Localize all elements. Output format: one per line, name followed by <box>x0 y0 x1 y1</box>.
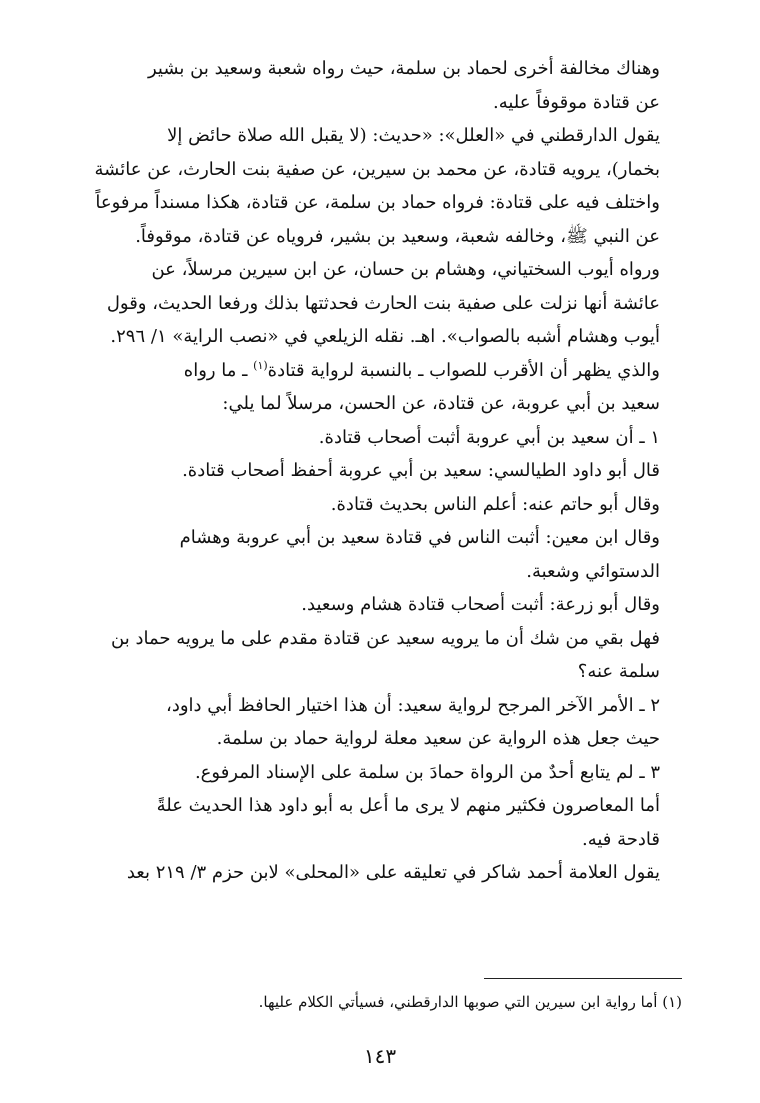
text-segment: والذي يظهر أن الأقرب للصواب ـ بالنسبة لرواية قتادة <box>267 359 660 381</box>
paragraph <box>78 856 682 890</box>
text-line: ٢ ـ الأمر الآخر المرجح لرواية سعيد: أن هذا اختيار الحافظ أبي داود، <box>166 694 660 716</box>
paragraph <box>78 454 682 488</box>
text-line: سعيد بن أبي عروبة، عن قتادة، عن الحسن، مرسلاً لما يلي: <box>222 393 660 414</box>
text-line: عن النبي ﷺ، وخالفه شعبة، وسعيد بن بشير، فروياه عن قتادة، موقوفاً. <box>135 225 660 247</box>
text-line: يقول العلامة أحمد شاكر في تعليقه على «المحلى» لابن حزم ٣/ ٢١٩ بعد <box>126 862 660 883</box>
text-line: قادحة فيه. <box>581 828 660 850</box>
paragraph <box>78 421 682 455</box>
text-line: ١ ـ أن سعيد بن أبي عروبة أثبت أصحاب قتادة. <box>318 426 660 448</box>
text-line: حيث جعل هذه الرواية عن سعيد معلة لرواية حماد بن سلمة. <box>216 728 660 749</box>
text-line: الدستوائي وشعبة. <box>526 560 660 582</box>
text-line: وهناك مخالفة أخرى لحماد بن سلمة، حيث رواه شعبة وسعيد بن بشير <box>147 58 660 79</box>
text-line: وقال ابن معين: أثبت الناس في قتادة سعيد بن أبي عروبة وهشام <box>179 527 660 548</box>
paragraph <box>78 689 682 756</box>
paragraph <box>78 354 682 421</box>
text-line <box>78 354 682 388</box>
paragraph <box>78 119 682 253</box>
paragraph <box>78 789 682 856</box>
page-number: ١٤٣ <box>363 1044 397 1068</box>
text-line: أما المعاصرون فكثير منهم لا يرى ما أعل به أبو داود هذا الحديث علةً <box>156 795 660 816</box>
text-segment: ـ ما رواه <box>183 359 254 381</box>
text-line: عائشة أنها نزلت على صفية بنت الحارث فحدثتها بذلك ورفعا الحديث، وقول <box>106 292 660 314</box>
text-line: واختلف فيه على قتادة: فرواه حماد بن سلمة، عن قتادة، هكذا مسنداً مرفوعاً <box>95 192 660 213</box>
paragraph <box>78 756 682 790</box>
text-line: ٣ ـ لم يتابع أحدٌ من الرواة حمادَ بن سلمة على الإسناد المرفوع. <box>194 761 660 783</box>
text-line: ورواه أيوب السختياني، وهشام بن حسان، عن ابن سيرين مرسلاً، عن <box>151 259 660 280</box>
text-line: سلمة عنه؟ <box>577 661 660 682</box>
book-page <box>78 52 682 1072</box>
text-line: فهل بقي من شك أن ما يرويه سعيد عن قتادة مقدم على ما يرويه حماد بن <box>111 627 660 649</box>
text-line: قال أبو داود الطيالسي: سعيد بن أبي عروبة أحفظ أصحاب قتادة. <box>182 460 660 481</box>
footnote-reference: (١) <box>253 358 268 372</box>
paragraph <box>78 622 682 689</box>
paragraph <box>78 253 682 354</box>
text-line: وقال أبو حاتم عنه: أعلم الناس بحديث قتادة. <box>330 493 660 515</box>
text-line: عن قتادة موقوفاً عليه. <box>492 91 660 113</box>
paragraph <box>78 52 682 119</box>
paragraph <box>78 521 682 588</box>
text-line: بخمار)، يرويه قتادة، عن محمد بن سيرين، عن صفية بنت الحارث، عن عائشة <box>94 158 660 180</box>
text-line: يقول الدارقطني في «العلل»: «حديث: (لا يقبل الله صلاة حائض إلا <box>167 125 660 146</box>
paragraph <box>78 588 682 622</box>
main-text <box>78 52 682 890</box>
text-line: وقال أبو زرعة: أثبت أصحاب قتادة هشام وسعيد. <box>301 594 660 615</box>
paragraph <box>78 488 682 522</box>
text-line: أيوب وهشام أشبه بالصواب». اهـ. نقله الزيلعي في «نصب الراية» ١/ ٢٩٦. <box>110 326 660 347</box>
footnote: (١) أما رواية ابن سيرين التي صوبها الدارقطني، فسيأتي الكلام عليها. <box>258 993 682 1011</box>
footnote-divider <box>484 978 682 979</box>
